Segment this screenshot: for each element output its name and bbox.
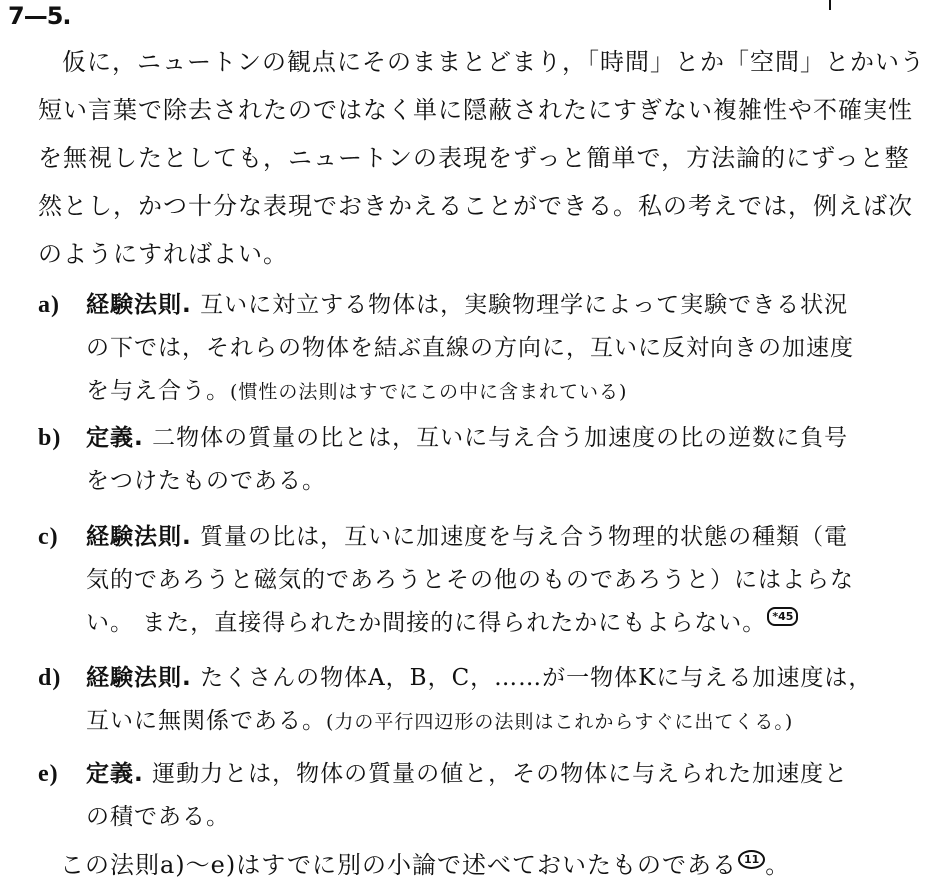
item-text: たくさんの物体A，B，C，……が一物体Kに与える加速度は， [200,665,873,691]
item-label: c) [38,524,59,550]
intro-line: 短い言葉で除去されたのではなく単に隠蔽されたにすぎない複雑性や不確実性 [38,96,913,124]
intro-paragraph [38,38,925,278]
item-line [86,657,916,700]
item-line [86,284,916,327]
item-keyword: 経験法則. [86,524,192,550]
item-keyword: 経験法則. [86,665,192,691]
item-aside: (慣性の法則はすでにこの中に含まれている) [230,381,628,403]
item-keyword: 定義. [86,425,144,451]
item-label: e) [38,761,59,787]
footnote-marker: *45 [767,607,798,626]
item-line [86,417,916,460]
item-line [86,602,916,645]
closing-sentence [60,845,790,885]
item-body [86,284,916,414]
item-line: をつけたものである。 [86,468,326,494]
item-line: の下では，それらの物体を結ぶ直線の方向に，互いに反対向きの加速度 [86,335,854,361]
item-aside: (力の平行四辺形の法則はこれからすぐに出てくる。) [326,711,794,733]
item-body [86,657,916,744]
intro-line: 仮に，ニュートンの観点にそのままとどまり，「時間」とか「空間」とかいう [62,48,925,76]
item-keyword: 経験法則. [86,292,192,318]
item-text: 二物体の質量の比とは，互いに与え合う加速度の比の逆数に負号 [152,425,849,451]
intro-line: 然とし，かつ十分な表現でおきかえることができる。私の考えでは，例えば次 [38,192,913,220]
item-line [86,516,916,559]
item-line [86,753,916,796]
item-keyword: 定義. [86,761,144,787]
item-text: を与え合う。 [86,378,230,404]
item-line [86,700,916,744]
item-body [86,516,916,645]
section-number: 7—5. [8,2,71,30]
item-label: d) [38,665,62,691]
item-label: a) [38,292,60,318]
item-body [86,417,916,503]
intro-line: を無視したとしても，ニュートンの表現をずっと簡単で，方法論的にずっと整 [38,144,910,172]
item-text: 互いに無関係である。 [86,708,326,734]
item-line: 気的であろうと磁気的であろうとその他のものであろうと）にはよらな [86,567,854,593]
item-text: い。 また，直接得られたか間接的に得られたかにもよらない。 [86,610,767,636]
item-text: 運動力とは，物体の質量の値と，その物体に与えられた加速度と [152,761,849,787]
reference-marker: 11 [738,850,765,869]
item-body [86,753,916,839]
item-line: の積である。 [86,804,230,830]
intro-line: のようにすればよい。 [38,240,288,268]
corner-mark [829,0,831,10]
item-text: 質量の比は，互いに加速度を与え合う物理的状態の種類（電 [200,524,849,550]
item-label: b) [38,425,62,451]
item-text: 互いに対立する物体は，実験物理学によって実験できる状況 [200,292,849,318]
closing-end: 。 [765,851,791,879]
closing-text: この法則a)〜e)はすでに別の小論で述べておいたものである [60,851,737,879]
item-line [86,370,916,414]
